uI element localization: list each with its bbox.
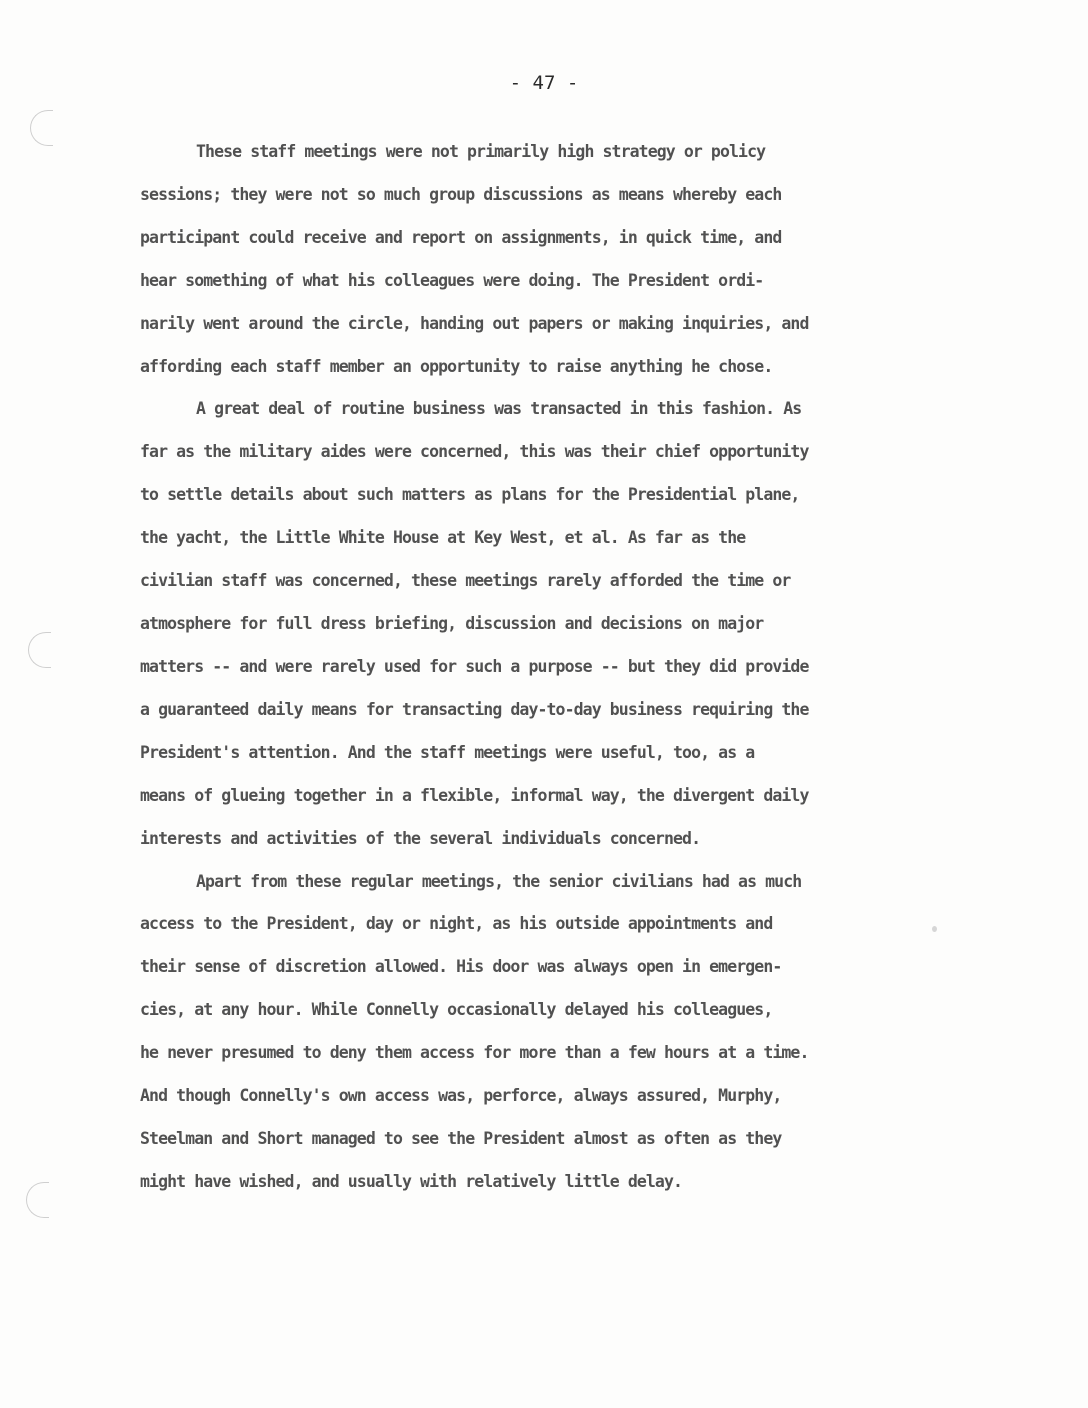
text-line: Apart from these regular meetings, the senior civilians had as much bbox=[196, 872, 802, 891]
text-line: A great deal of routine business was transacted in this fashion. As bbox=[196, 399, 802, 418]
text-line: far as the military aides were concerned, this was their chief opportunity bbox=[140, 442, 809, 461]
punch-hole-bottom bbox=[26, 1182, 49, 1218]
text-line: a guaranteed daily means for transacting day-to-day business requiring the bbox=[140, 700, 809, 719]
text-line: the yacht, the Little White House at Key West, et al. As far as the bbox=[140, 528, 746, 547]
punch-hole-top bbox=[30, 110, 53, 146]
text-line: Steelman and Short managed to see the President almost as often as they bbox=[140, 1129, 782, 1148]
text-line: their sense of discretion allowed. His door was always open in emergen- bbox=[140, 957, 782, 976]
text-line: he never presumed to deny them access for more than a few hours at a time. bbox=[140, 1043, 809, 1062]
page-number: - 47 - bbox=[509, 72, 579, 94]
text-line: might have wished, and usually with relatively little delay. bbox=[140, 1172, 683, 1191]
ink-smudge bbox=[932, 926, 937, 932]
text-line: hear something of what his colleagues were doing. The President ordi- bbox=[140, 271, 764, 290]
text-line: These staff meetings were not primarily high strategy or policy bbox=[196, 142, 766, 161]
text-line: President's attention. And the staff meetings were useful, too, as a bbox=[140, 743, 755, 762]
text-line: participant could receive and report on assignments, in quick time, and bbox=[140, 228, 782, 247]
text-line: sessions; they were not so much group discussions as means whereby each bbox=[140, 185, 782, 204]
text-line: access to the President, day or night, as his outside appointments and bbox=[140, 914, 773, 933]
text-line: means of glueing together in a flexible, informal way, the divergent daily bbox=[140, 786, 809, 805]
text-line: And though Connelly's own access was, perforce, always assured, Murphy, bbox=[140, 1086, 782, 1105]
text-line: civilian staff was concerned, these meetings rarely afforded the time or bbox=[140, 571, 791, 590]
punch-hole-middle bbox=[28, 632, 51, 668]
text-line: affording each staff member an opportunity to raise anything he chose. bbox=[140, 357, 773, 376]
text-line: interests and activities of the several individuals concerned. bbox=[140, 829, 701, 848]
text-line: to settle details about such matters as plans for the Presidential plane, bbox=[140, 485, 800, 504]
text-line: matters -- and were rarely used for such a purpose -- but they did provide bbox=[140, 657, 809, 676]
text-line: cies, at any hour. While Connelly occasionally delayed his colleagues, bbox=[140, 1000, 773, 1019]
text-line: narily went around the circle, handing out papers or making inquiries, and bbox=[140, 314, 809, 333]
text-line: atmosphere for full dress briefing, discussion and decisions on major bbox=[140, 614, 764, 633]
